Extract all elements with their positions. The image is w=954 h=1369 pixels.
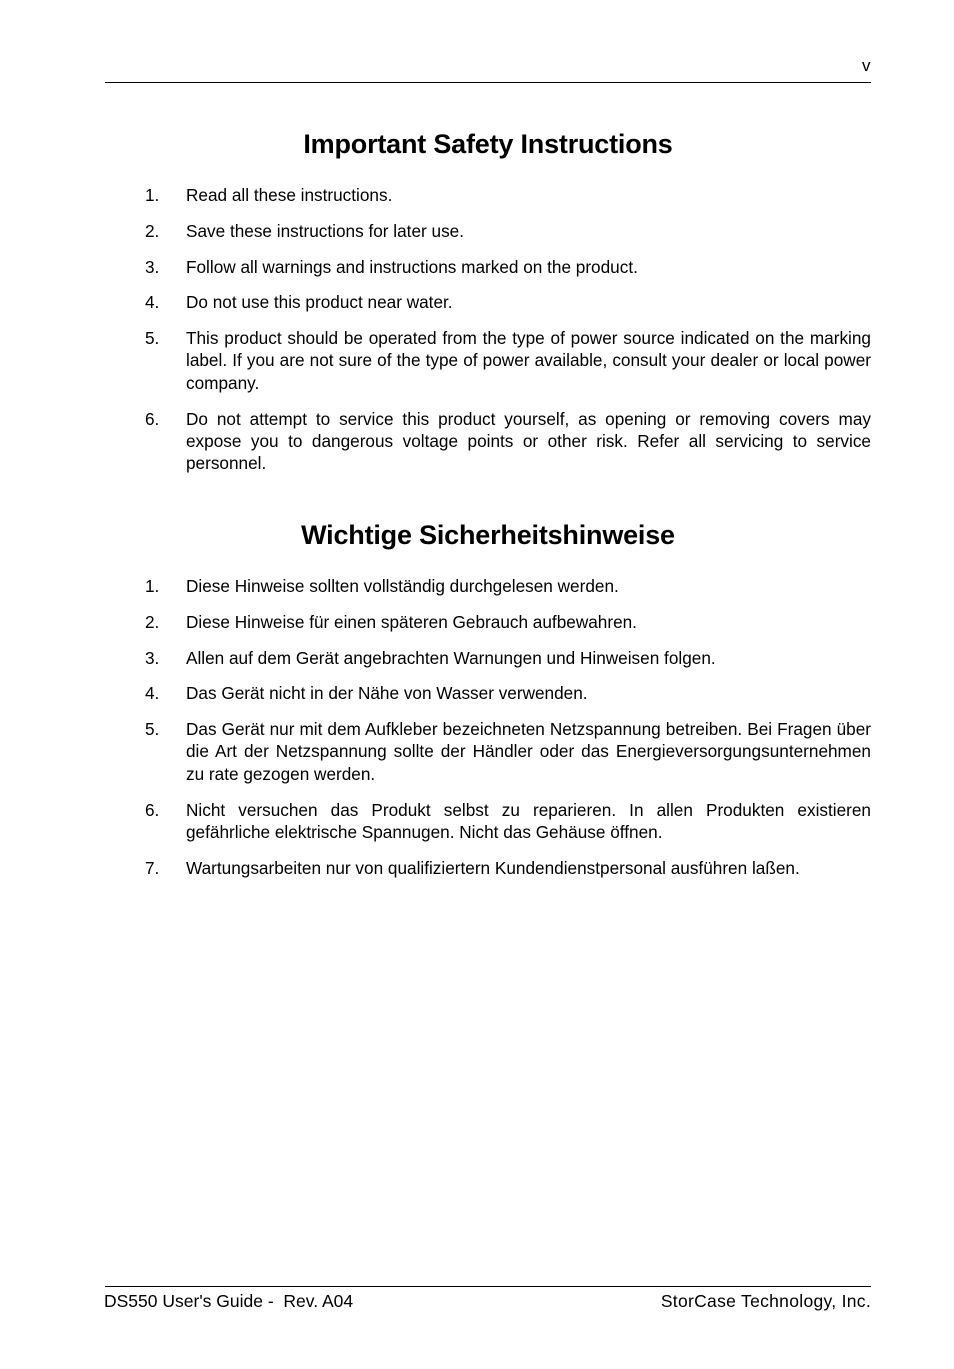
list-item: [145, 799, 871, 844]
list-item-text: Das Gerät nicht in der Nähe von Wasser verwenden.: [186, 683, 588, 704]
list-item: [145, 291, 871, 313]
list-item-text: Diese Hinweise sollten vollständig durchgelesen werden.: [186, 576, 619, 596]
page-number: v: [862, 56, 871, 75]
list-item: [145, 327, 871, 394]
list-item-text: Read all these instructions.: [186, 185, 393, 205]
list-item-number: 4.: [145, 292, 160, 313]
header-divider: [105, 82, 871, 83]
list-item-number: 2.: [145, 611, 160, 632]
list-item-number: 1.: [145, 576, 160, 596]
footer-document-title: DS550 User's Guide - Rev. A04: [104, 1291, 354, 1311]
list-item: [145, 575, 871, 597]
list-item-text: Das Gerät nur mit dem Aufkleber bezeichneten Netzspannung betreiben. Bei Fragen über die Art der Netzspannung sollte der Händler oder das Energieversorgungsunternehmen zu rate gezogen werden.: [186, 719, 871, 784]
list-item: [145, 408, 871, 475]
safety-list-german: [145, 575, 871, 892]
footer-company-name: StorCase Technology, Inc.: [660, 1291, 871, 1311]
list-item-text: Follow all warnings and instructions marked on the product.: [186, 256, 638, 277]
list-item: [145, 256, 871, 278]
list-item-number: 5.: [145, 328, 160, 349]
safety-list-english: [145, 184, 871, 488]
list-item-text: Diese Hinweise für einen späteren Gebrauch aufbewahren.: [186, 611, 637, 632]
list-item: [145, 718, 871, 785]
list-item-number: 6.: [145, 799, 160, 820]
list-item-text: This product should be operated from the type of power source indicated on the marking label. If you are not sure of the type of power available, consult your dealer or local power company.: [186, 328, 871, 393]
list-item: [145, 184, 871, 206]
list-item-number: 5.: [145, 719, 160, 740]
list-item: [145, 647, 871, 669]
list-item-number: 3.: [145, 647, 160, 668]
list-item-text: Save these instructions for later use.: [186, 220, 465, 241]
list-item: [145, 611, 871, 633]
list-item-text: Nicht versuchen das Produkt selbst zu reparieren. In allen Produkten existieren gefährliche elektrische Spannugen. Nicht das Gehäuse öffnen.: [186, 799, 871, 842]
list-item-text: Wartungsarbeiten nur von qualifiziertern Kundendienstpersonal ausführen laßen.: [186, 857, 800, 878]
list-item-number: 6.: [145, 408, 160, 429]
safety-title-english: Important Safety Instructions: [303, 129, 673, 159]
list-item-number: 7.: [145, 857, 160, 878]
list-item-text: Do not attempt to service this product yourself, as opening or removing covers may expose you to dangerous voltage points or other risk. Refer all servicing to service personnel.: [186, 408, 871, 474]
list-item: [145, 857, 871, 879]
list-item-number: 2.: [145, 220, 160, 241]
safety-title-german: Wichtige Sicherheitshinweise: [301, 520, 675, 550]
list-item: [145, 220, 871, 242]
list-item: [145, 682, 871, 704]
list-item-number: 3.: [145, 256, 160, 277]
footer-divider: [105, 1286, 871, 1287]
list-item-text: Allen auf dem Gerät angebrachten Warnungen und Hinweisen folgen.: [186, 647, 716, 668]
list-item-number: 4.: [145, 683, 160, 704]
list-item-text: Do not use this product near water.: [186, 292, 453, 313]
list-item-number: 1.: [145, 185, 160, 205]
